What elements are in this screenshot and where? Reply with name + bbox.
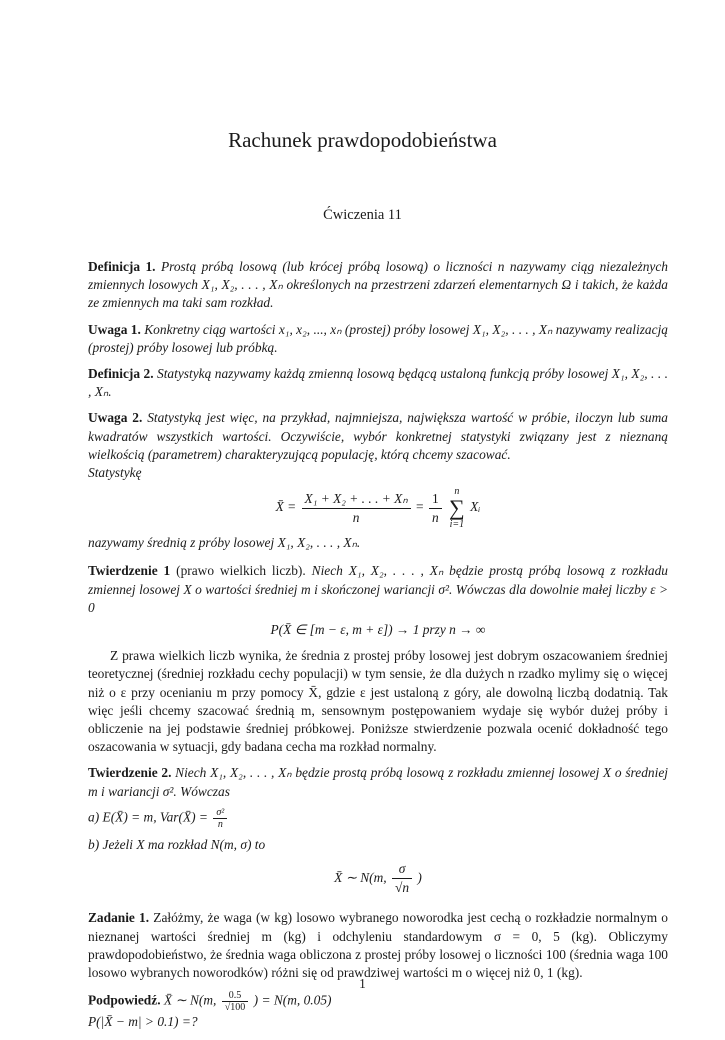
mean-formula-numerator: X₁ + X₂ + . . . + Xₙ	[302, 490, 411, 509]
remark-1-label: Uwaga 1.	[88, 321, 141, 337]
remark-1-text: Konkretny ciąg wartości x₁, x₂, ..., xₙ (prostej) próby losowej X₁, X₂, . . . , Xₙ nazywamy realizacją (prostej) próby losowej lub próbką.	[88, 321, 668, 355]
item-b-lhs: X̄ ∼ N(m,	[334, 869, 387, 885]
remark-2	[88, 409, 668, 552]
theorem-2	[88, 764, 668, 897]
hint	[88, 990, 668, 1031]
mean-formula-one-over-n	[429, 490, 442, 527]
remark-2-label: Uwaga 2.	[88, 410, 143, 426]
item-b-label: b)	[88, 836, 100, 852]
remark-2-after: nazywamy średnią z próby losowej X₁, X₂, . . . , Xₙ.	[88, 535, 361, 551]
definition-1-label: Definicja 1.	[88, 259, 156, 274]
item-b-rhs: )	[417, 869, 422, 885]
mean-formula	[88, 486, 668, 530]
theorem-2-label: Twierdzenie 2.	[88, 765, 172, 781]
mean-formula-one: 1	[429, 490, 442, 509]
remark-2-text: Statystyką jest więc, na przykład, najmniejsza, największa wartość w próbie, iloczyn lub suma kwadratów wszystkich wartości. Oczywiście, wybór konkretnej statystyki związany jest z nieznaną wielkością (parametrem) charakteryzującą populację, którą chcemy szacować.	[88, 410, 668, 462]
sum-sigma: ∑	[449, 495, 465, 521]
lln-paragraph: Z prawa wielkich liczb wynika, że średnia z prostej próby losowej jest dobrym oszacowaniem średniej teoretycznej (średniej rozkładu cechy populacji) w tym sensie, że dla dużych n rzadko mylimy się o więcej niż o ε przy ocenianiu m przy pomocy X̄, gdzie ε jest ustaloną z góry, ale dowolną liczbą dodatnią. Tak więc jeśli chcemy szacować średnią m, sensownym postępowaniem wydaje się wybór dużej próby i obliczenie na jej podstawie średniej próbkowej. Poniższe stwierdzenie pozwala ocenić dokładność tego oszacowania w sytuacji, gdy badana cecha ma rozkład normalny.	[88, 648, 668, 755]
item-b-fraction	[392, 860, 412, 897]
item-a-label: a)	[88, 809, 100, 825]
item-a-fraction	[213, 807, 227, 830]
item-b-text: Jeżeli X ma rozkład N(m, σ) to	[102, 836, 266, 852]
task-1-text: Załóżmy, że waga (w kg) losowo wybranego noworodka jest cechą o rozkładzie normalnym o nieznanej wartości średniej m (kg) i odchyleniu standardowym σ = 0, 5 (kg). Obliczymy prawdopodobieństwo, że średnia waga obliczona z prostej próby losowej o liczności 100 (średnia waga 100 losowo wybranych noworodków) różni się od prawdziwej wartości m o więcej niż 0, 1 (kg).	[88, 910, 668, 981]
theorem-2-item-a	[88, 807, 668, 830]
theorem-1-label: Twierdzenie 1	[88, 563, 171, 579]
theorem-2-text: Niech X₁, X₂, . . . , Xₙ będzie prostą próbą losową z rozkładu zmiennej losowej X o średniej m i wariancji σ². Wówczas	[88, 765, 668, 799]
definition-2-text: Statystyką nazywamy każdą zmienną losową będącą ustaloną funkcją próby losowej X₁, X₂, . . . , Xₙ.	[88, 366, 668, 400]
remark-1	[88, 321, 668, 357]
page-number: 1	[359, 976, 366, 991]
item-a-text: E(X̄) = m, Var(X̄) =	[102, 809, 208, 825]
document-title: Rachunek prawdopodobieństwa	[228, 128, 497, 152]
theorem-1	[88, 562, 668, 639]
definition-2-label: Definicja 2.	[88, 366, 154, 382]
task-1	[88, 909, 668, 982]
hint-question: P(|X̄ − m| > 0.1) =?	[88, 1014, 198, 1030]
item-a-denominator: n	[217, 818, 223, 830]
normal-mean-formula	[88, 860, 668, 897]
hint-label: Podpowiedź.	[88, 992, 161, 1008]
mean-formula-xi: Xᵢ	[470, 499, 481, 515]
theorem-1-paren: (prawo wielkich liczb).	[176, 563, 306, 579]
hint-fraction	[222, 990, 249, 1013]
mean-formula-denominator: n	[352, 509, 360, 525]
theorem-2-item-b	[88, 836, 668, 854]
sum-upper-limit: n	[454, 486, 460, 498]
remark-2-statystyke: Statystykę	[88, 465, 142, 481]
item-a-numerator: σ²	[213, 807, 227, 819]
definition-1-text: Prostą próbą losową (lub krócej próbą losową) o liczności n nazywamy ciąg niezależnych zmiennych losowych X₁, X₂, . . . , Xₙ określonych na przestrzeni zdarzeń elementarnych Ω i takich, że każda ze zmiennych ma taki sam rozkład.	[88, 259, 668, 311]
mean-formula-eq: =	[416, 499, 424, 515]
task-1-label: Zadanie 1.	[88, 910, 150, 926]
definition-2	[88, 365, 668, 401]
mean-formula-fraction	[302, 490, 411, 527]
sum-symbol	[449, 486, 465, 530]
mean-formula-lhs: X̄ =	[275, 499, 297, 515]
theorem-1-text: Niech X₁, X₂, . . . , Xₙ będzie prostą próbą losową z rozkładu zmiennej losowej X o wartości średniej m i skończonej wariancji σ². Wówczas dla dowolnie małej liczby ε > 0	[88, 563, 668, 615]
sum-lower-limit: i=1	[449, 519, 465, 531]
document-subtitle: Ćwiczenia 11	[323, 207, 402, 223]
item-b-denominator: √n	[395, 880, 410, 896]
hint-lhs: X̄ ∼ N(m,	[163, 992, 217, 1008]
hint-numerator: 0.5	[222, 990, 249, 1002]
definition-1	[88, 258, 668, 313]
hint-rhs: ) = N(m, 0.05)	[253, 992, 332, 1008]
item-b-numerator: σ	[392, 860, 412, 879]
document-body	[88, 258, 668, 1040]
lln-formula: P(X̄ ∈ [m − ε, m + ε]) → 1 przy n → ∞	[270, 622, 486, 638]
mean-formula-n: n	[431, 509, 439, 525]
hint-denominator: √100	[224, 1002, 246, 1014]
